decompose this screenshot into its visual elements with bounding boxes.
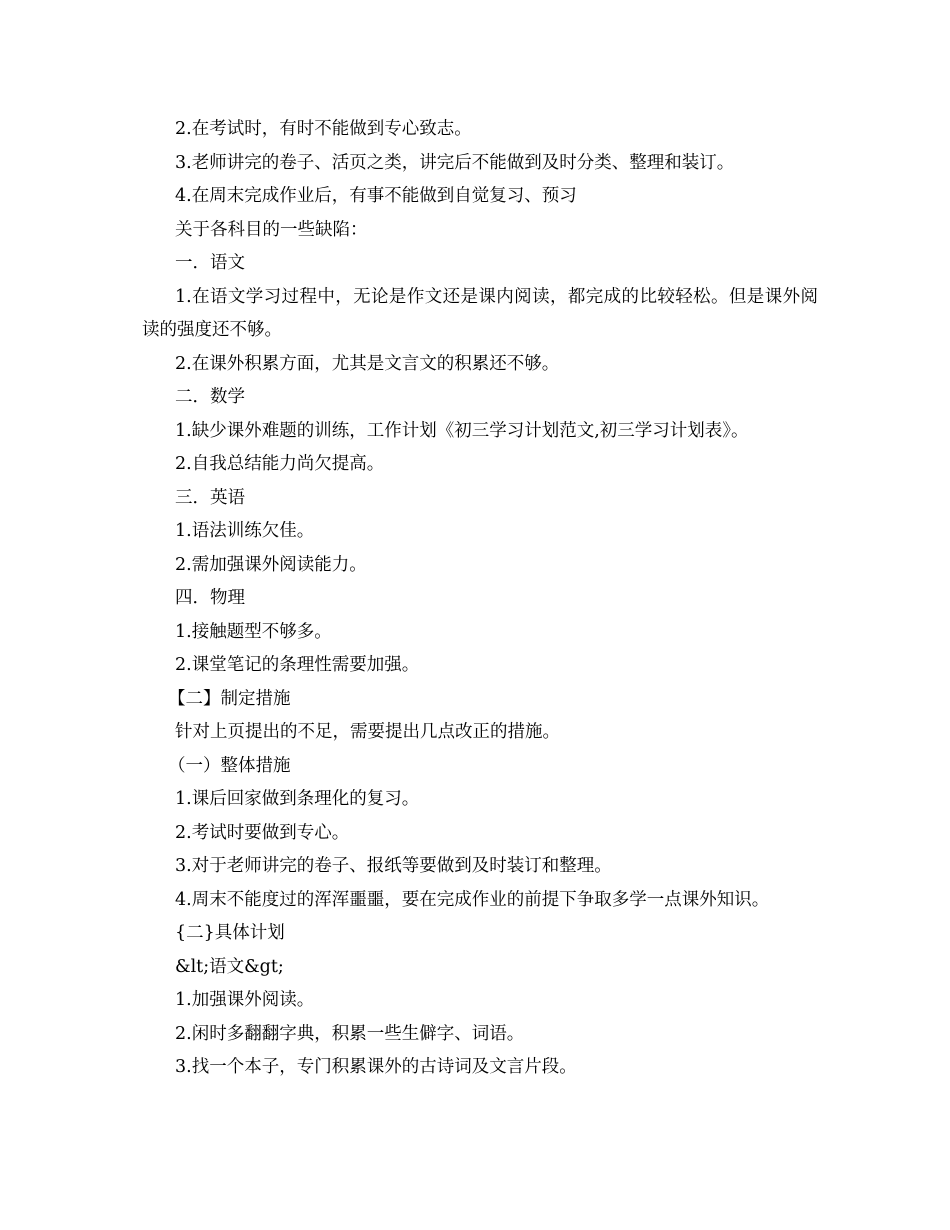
heading-specific-plan: {二}具体计划 [175,923,285,943]
paragraph-exam-focus: 2.在考试时，有时不能做到专心致志。 [175,119,472,139]
heading-physics: 四．物理 [175,588,245,608]
document-body [142,113,818,1085]
paragraph-math-summary: 2.自我总结能力尚欠提高。 [175,454,385,474]
paragraph-measures-intro: 针对上页提出的不足，需要提出几点改正的措施。 [175,722,560,742]
paragraph-measure-focus: 2.考试时要做到专心。 [175,822,350,843]
paragraph-physics-problems: 1.接触题型不够多。 [175,621,332,642]
paragraph-plan-notebook: 3.找一个本子，专门积累课外的古诗词及文言片段。 [175,1057,577,1077]
heading-measures: 【二】制定措施 [168,688,291,709]
paragraph-english-grammar: 1.语法训练欠佳。 [175,521,315,541]
paragraph-weekend-review: 4.在周末完成作业后，有事不能做到自觉复习、预习 [175,186,577,206]
paragraph-chinese-accumulation: 2.在课外积累方面，尤其是文言文的积累还不够。 [175,353,560,374]
paragraph-chinese-reading: 1.在语文学习过程中，无论是作文还是课内阅读，都完成的比较轻松。但是课外阅读的强度还不够。 [142,286,818,340]
paragraph-measure-weekend: 4.周末不能度过的浑浑噩噩，要在完成作业的前提下争取多学一点课外知识。 [175,889,770,910]
heading-chinese: 一．语文 [175,253,245,273]
heading-chinese-plan: &lt;语文&gt; [175,956,284,977]
paragraph-math-problems: 1.缺少课外难题的训练，工作计划《初三学习计划范文,初三学习计划表》。 [175,420,749,441]
paragraph-plan-reading: 1.加强课外阅读。 [175,990,315,1010]
heading-english: 三．英语 [175,487,245,508]
paragraph-subject-defects-heading: 关于各科目的一些缺陷： [175,219,368,240]
paragraph-english-reading: 2.需加强课外阅读能力。 [175,554,367,575]
paragraph-measure-binding: 3.对于老师讲完的卷子、报纸等要做到及时装订和整理。 [175,856,612,876]
paragraph-paper-sorting: 3.老师讲完的卷子、活页之类，讲完后不能做到及时分类、整理和装订。 [175,152,735,173]
paragraph-physics-notes: 2.课堂笔记的条理性需要加强。 [175,655,420,675]
heading-overall-measures: （一）整体措施 [168,755,291,776]
heading-math: 二．数学 [175,387,245,407]
paragraph-measure-review: 1.课后回家做到条理化的复习。 [175,789,420,809]
paragraph-plan-dictionary: 2.闲时多翻翻字典，积累一些生僻字、词语。 [175,1023,525,1044]
